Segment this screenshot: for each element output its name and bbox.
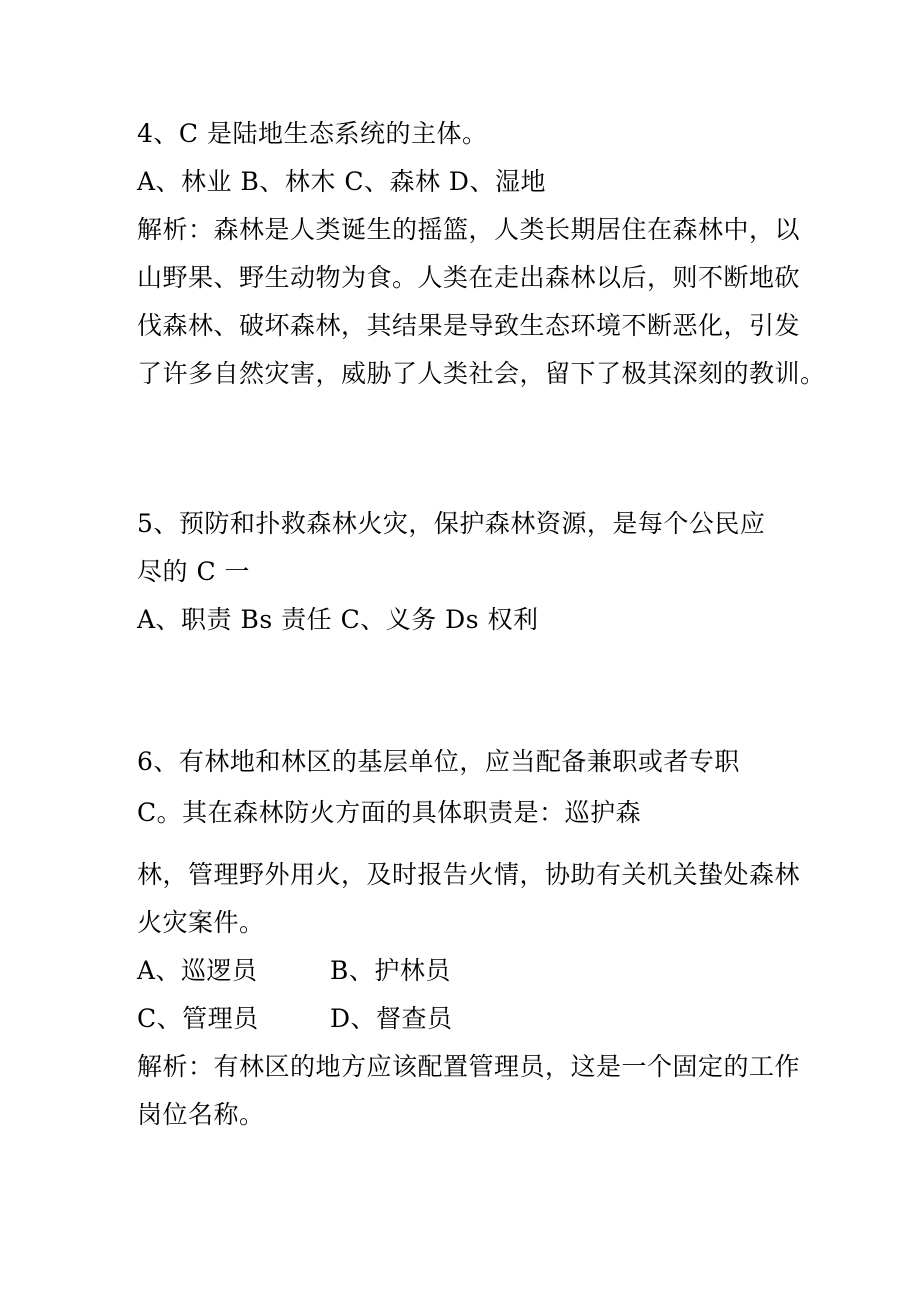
q6-analysis-line-2: 岗位名称。 [137,1100,265,1129]
q6-question-line-1: 6、有林地和林区的基层单位，应当配备兼职或者专职 [137,747,740,776]
q5-question-line-2: 尽的 C 一 [137,557,251,586]
q6-question-line-3: 林，管理野外用火，及时报告火情，协助有关机关蛰处森林 [137,860,801,889]
q6-option-a: A、巡逻员 [137,956,258,985]
q4-question: 4、C 是陆地生态系统的主体。 [137,119,488,148]
q4-analysis-line-1: 解析：森林是人类诞生的摇篮，人类长期居住在森林中，以 [137,215,801,244]
q6-option-c: C、管理员 [137,1004,259,1033]
q6-question-line-2: C。其在森林防火方面的具体职责是：巡护森 [137,798,642,827]
q5-question-line-1: 5、预防和扑救森林火灾，保护森林资源，是每个公民应 [137,509,766,538]
q5-options: A、职责 Bs 责任 C、义务 Ds 权利 [137,605,539,634]
q6-analysis-line-1: 解析：有林区的地方应该配置管理员，这是一个固定的工作 [137,1052,801,1081]
q6-option-b: B、护林员 [330,956,451,985]
q6-option-d: D、督查员 [330,1004,453,1033]
q6-question-line-4: 火灾案件。 [137,908,265,937]
q4-options: A、林业 B、林木 C、森林 D、湿地 [137,167,546,196]
q4-analysis-line-4: 了许多自然灾害，威胁了人类社会，留下了极其深刻的教训。 [137,359,826,388]
q4-analysis-line-2: 山野果、野生动物为食。人类在走出森林以后，则不断地砍 [137,263,801,292]
q4-analysis-line-3: 伐森林、破坏森林，其结果是导致生态环境不断恶化，引发 [137,311,801,340]
